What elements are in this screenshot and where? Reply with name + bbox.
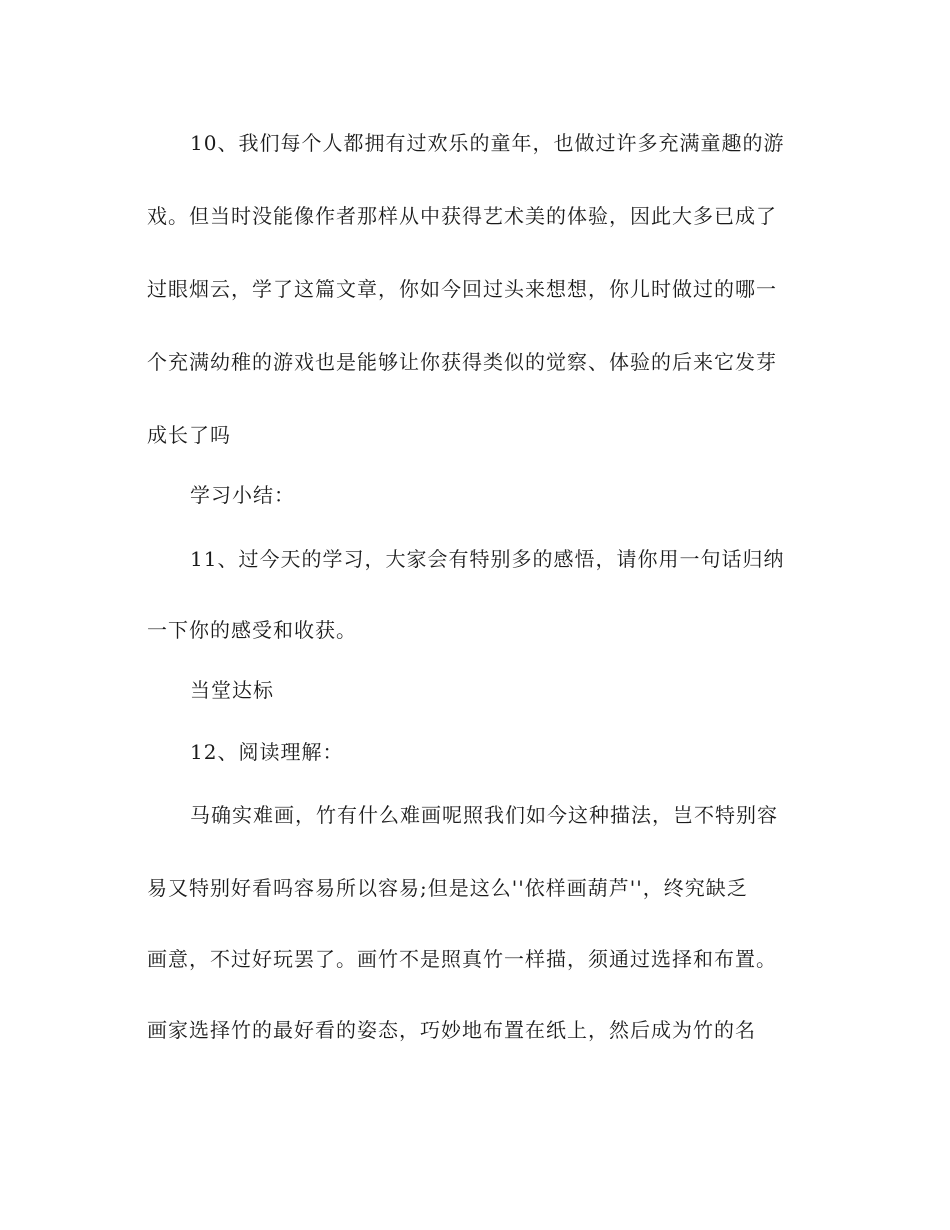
paragraph-10-line-1: 10、我们每个人都拥有过欢乐的童年，也做过许多充满童趣的游: [190, 131, 785, 155]
paragraph-10-line-3: 过眼烟云，学了这篇文章，你如今回过头来想想，你儿时做过的哪一: [147, 277, 777, 301]
paragraph-11-line-2: 一下你的感受和收获。: [147, 618, 357, 642]
section-heading-summary: 学习小结：: [190, 483, 295, 507]
reading-passage-line-1: 马确实难画，竹有什么难画呢照我们如今这种描法，岂不特别容: [190, 803, 778, 827]
paragraph-10-line-4: 个充满幼稚的游戏也是能够让你获得类似的觉察、体验的后来它发芽: [147, 350, 777, 374]
paragraph-10-line-2: 戏。但当时没能像作者那样从中获得艺术美的体验，因此大多已成了: [147, 204, 777, 228]
paragraph-12-heading: 12、阅读理解：: [190, 740, 344, 764]
section-heading-practice: 当堂达标: [190, 678, 274, 702]
paragraph-10-line-5: 成长了吗: [147, 423, 231, 447]
reading-passage-line-4: 画家选择竹的最好看的姿态，巧妙地布置在纸上，然后成为竹的名: [147, 1018, 756, 1042]
paragraph-11-line-1: 11、过今天的学习，大家会有特别多的感悟，请你用一句话归纳: [190, 547, 785, 571]
reading-passage-line-3: 画意，不过好玩罢了。画竹不是照真竹一样描，须通过选择和布置。: [147, 947, 777, 971]
reading-passage-line-2: 易又特别好看吗容易所以容易;但是这么''依样画葫芦''，终究缺乏: [147, 876, 748, 900]
